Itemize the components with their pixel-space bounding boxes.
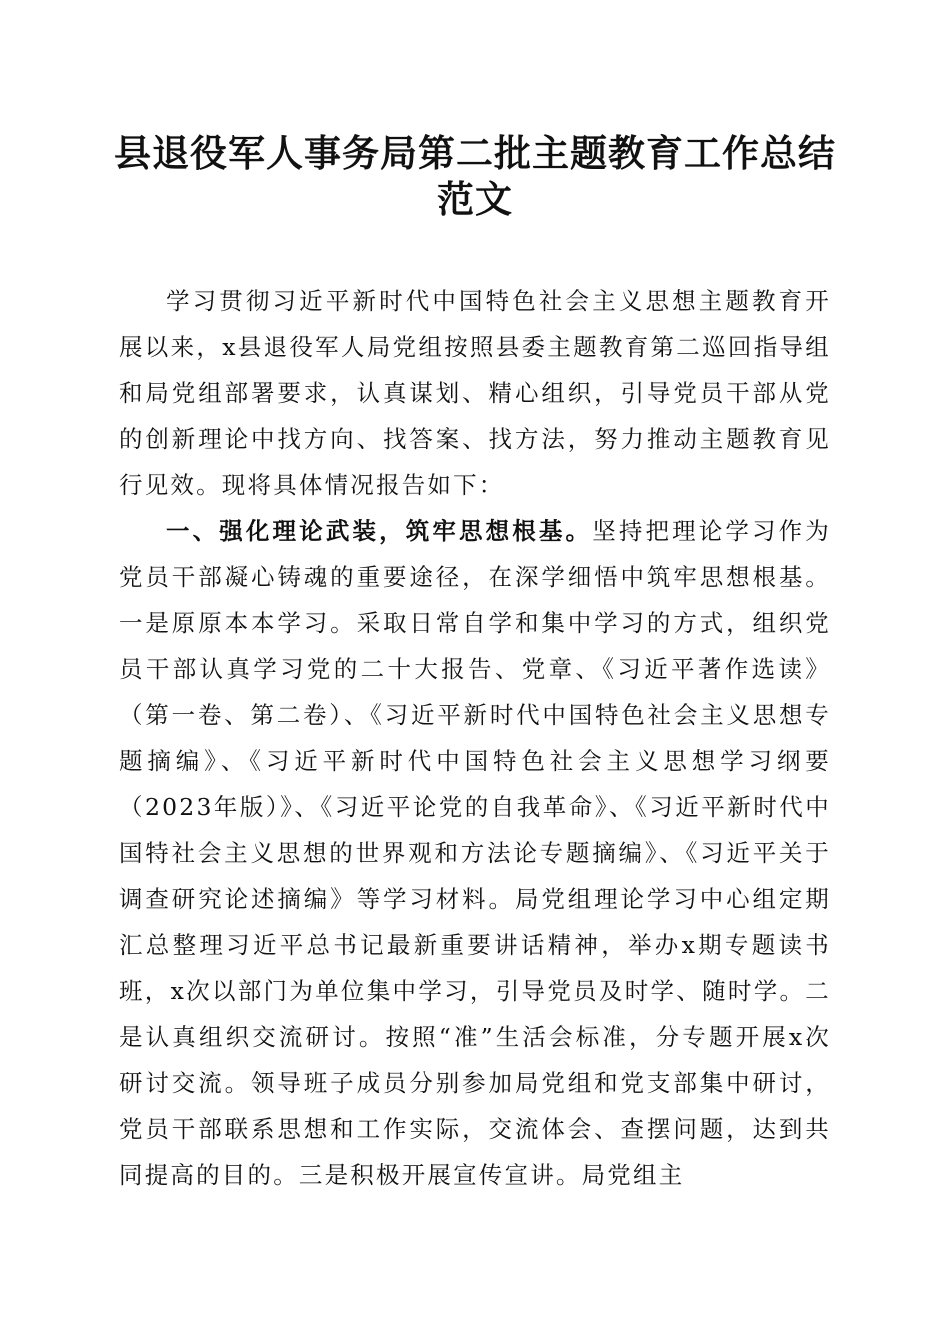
section-1-heading: 一、强化理论武装，筑牢思想根基。 (166, 517, 593, 545)
document-body (119, 278, 831, 1198)
section-1-body: 坚持把理论学习作为党员干部凝心铸魂的重要途径，在深学细悟中筑牢思想根基。一是原原本本学习。采取日常自学和集中学习的方式，组织党员干部认真学习党的二十大报告、党章、《习近平著作选读》（第一卷、第二卷）、《习近平新时代中国特色社会主义思想专题摘编》、《习近平新时代中国特色社会主义思想学习纲要（2023年版）》、《习近平论党的自我革命》、《习近平新时代中国特社会主义思想的世界观和方法论专题摘编》、《习近平关于调查研究论述摘编》等学习材料。局党组理论学习中心组定期汇总整理习近平总书记最新重要讲话精神，举办x期专题读书班，x次以部门为单位集中学习，引导党员及时学、随时学。二是认真组织交流研讨。按照“准”生活会标准，分专题开展x次研讨交流。领导班子成员分别参加局党组和党支部集中研讨，党员干部联系思想和工作实际，交流体会、查摆问题，达到共同提高的目的。三是积极开展宣传宣讲。局党组主 (119, 517, 831, 1189)
intro-paragraph: 学习贯彻习近平新时代中国特色社会主义思想主题教育开展以来，x县退役军人局党组按照县委主题教育第二巡回指导组和局党组部署要求，认真谋划、精心组织，引导党员干部从党的创新理论中找方向、找答案、找方法，努力推动主题教育见行见效。现将具体情况报告如下： (119, 287, 831, 499)
section-1-paragraph (119, 508, 831, 1198)
document-title: 县退役军人事务局第二批主题教育工作总结范文 (114, 131, 836, 221)
